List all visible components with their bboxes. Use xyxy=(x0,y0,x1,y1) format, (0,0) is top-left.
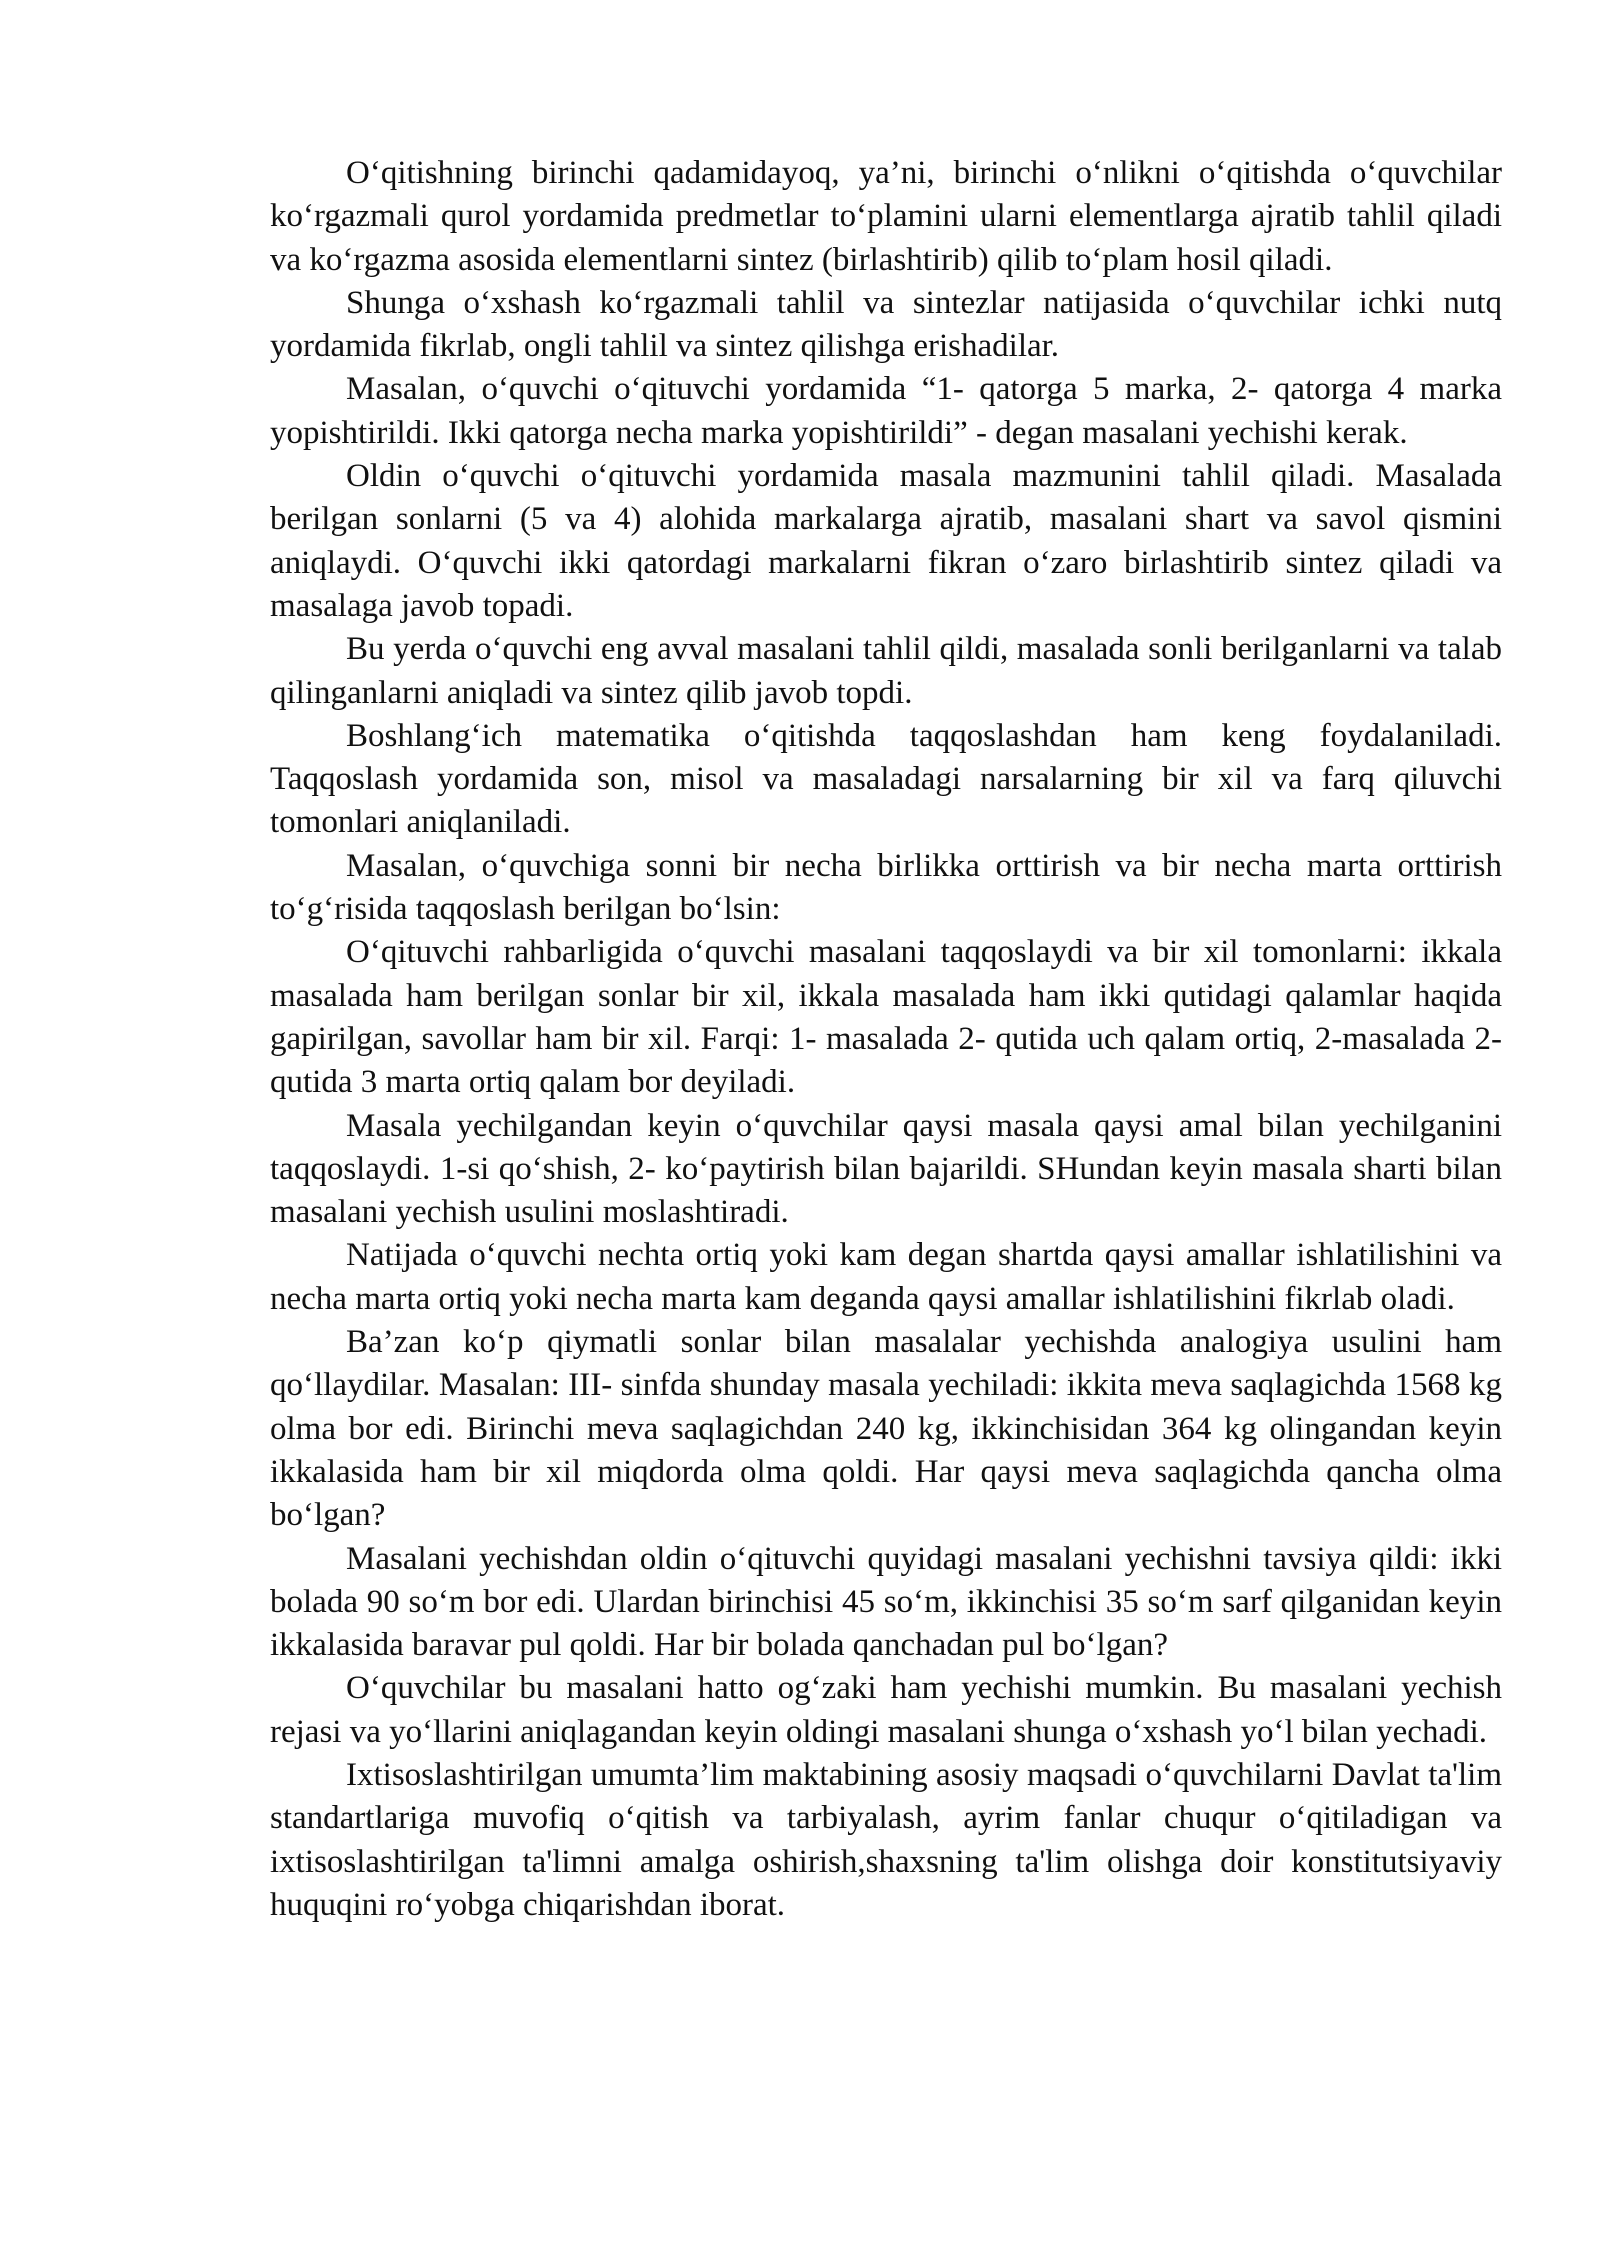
paragraph: Boshlang‘ich matematika o‘qitishda taqqoslashdan ham keng foydalaniladi. Taqqoslash yordamida son, misol va masaladagi narsalarning bir xil va farq qiluvchi tomonlari aniqlaniladi. xyxy=(270,717,1502,841)
document-page xyxy=(270,152,1502,1927)
paragraph: Masalani yechishdan oldin o‘qituvchi quyidagi masalani yechishni tavsiya qildi: ikki bolada 90 so‘m bor edi. Ulardan birinchisi 45 so‘m, ikkinchisi 35 so‘m sarf qilganidan keyin ikkalasida baravar pul qoldi. Har bir bolada qanchadan pul bo‘lgan? xyxy=(270,1540,1502,1664)
paragraph: Ixtisoslashtirilgan umumta’lim maktabining asosiy maqsadi o‘quvchilarni Davlat ta'lim standartlariga muvofiq o‘qitish va tarbiyalash, ayrim fanlar chuqur o‘qitiladigan va ixtisoslashtirilgan ta'limni amalga oshirish,shaxsning ta'lim olishga doir konstitutsiyaviy huquqini ro‘yobga chiqarishdan iborat. xyxy=(270,1756,1502,1923)
paragraph: Masalan, o‘quvchi o‘qituvchi yordamida “1- qatorga 5 marka, 2- qatorga 4 marka yopishtirildi. Ikki qatorga necha marka yopishtirildi” - degan masalani yechishi kerak. xyxy=(270,371,1502,451)
paragraph: Masalan, o‘quvchiga sonni bir necha birlikka orttirish va bir necha marta orttirish to‘g‘risida taqqoslash berilgan bo‘lsin: xyxy=(270,847,1502,928)
paragraph: O‘quvchilar bu masalani hatto og‘zaki ham yechishi mumkin. Bu masalani yechish rejasi va yo‘llarini aniqlagandan keyin oldingi masalani shunga o‘xshash yo‘l bilan yechadi. xyxy=(270,1670,1502,1750)
paragraph: Shunga o‘xshash ko‘rgazmali tahlil va sintezlar natijasida o‘quvchilar ichki nutq yordamida fikrlab, ongli tahlil va sintez qilishga erishadilar. xyxy=(270,284,1502,365)
paragraph: Natijada o‘quvchi nechta ortiq yoki kam degan shartda qaysi amallar ishlatilishini va necha marta ortiq yoki necha marta kam deganda qaysi amallar ishlatilishini fikrlab oladi. xyxy=(270,1237,1502,1317)
paragraph: Masala yechilgandan keyin o‘quvchilar qaysi masala qaysi amal bilan yechilganini taqqoslaydi. 1-si qo‘shish, 2- ko‘paytirish bilan bajarildi. SHundan keyin masala sharti bilan masalani yechish usulini moslashtiradi. xyxy=(270,1107,1502,1231)
paragraph: O‘qitishning birinchi qadamidayoq, ya’ni, birinchi o‘nlikni o‘qitishda o‘quvchilar ko‘rgazmali qurol yordamida predmetlar to‘plamini ularni elementlarga ajratib tahlil qiladi va ko‘rgazma asosida elementlarni sintez (birlashtirib) qilib to‘plam hosil qiladi. xyxy=(270,155,1502,278)
paragraph: O‘qituvchi rahbarligida o‘quvchi masalani taqqoslaydi va bir xil tomonlarni: ikkala masalada ham berilgan sonlar bir xil, ikkala masalada ham ikki qutidagi qalamlar haqida gapirilgan, savollar ham bir xil. Farqi: 1- masalada 2- qutida uch qalam ortiq, 2-masalada 2- qutida 3 marta ortiq qalam bor deyiladi. xyxy=(270,934,1502,1101)
paragraph: Oldin o‘quvchi o‘qituvchi yordamida masala mazmunini tahlil qiladi. Masalada berilgan sonlarni (5 va 4) alohida markalarga ajratib, masalani shart va savol qismini aniqlaydi. O‘quvchi ikki qatordagi markalarni fikran o‘zaro birlashtirib sintez qiladi va masalaga javob topadi. xyxy=(270,458,1502,624)
paragraph: Bu yerda o‘quvchi eng avval masalani tahlil qildi, masalada sonli berilganlarni va talab qilinganlarni aniqladi va sintez qilib javob topdi. xyxy=(270,631,1502,711)
paragraph: Ba’zan ko‘p qiymatli sonlar bilan masalalar yechishda analogiya usulini ham qo‘llaydilar. Masalan: III- sinfda shunday masala yechiladi: ikkita meva saqlagichda 1568 kg olma bor edi. Birinchi meva saqlagichdan 240 kg, ikkinchisidan 364 kg olingandan keyin ikkalasida ham bir xil miqdorda olma qoldi. Har qaysi meva saqlagichda qancha olma bo‘lgan? xyxy=(270,1324,1502,1534)
